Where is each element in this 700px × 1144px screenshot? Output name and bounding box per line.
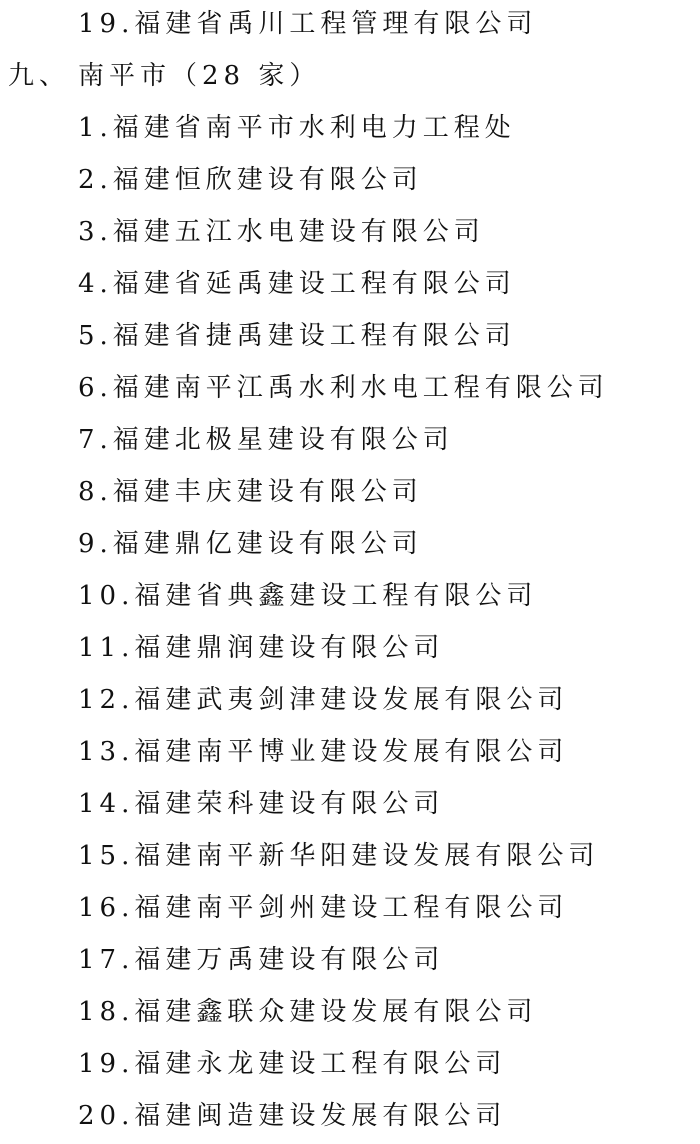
list-item-5: 5.福建省捷禹建设工程有限公司 xyxy=(78,321,516,351)
list-item-6: 6.福建南平江禹水利水电工程有限公司 xyxy=(78,373,609,403)
list-item-12: 12.福建武夷剑津建设发展有限公司 xyxy=(78,685,569,715)
section-number: 九、 xyxy=(8,61,71,91)
list-item-3: 3.福建五江水电建设有限公司 xyxy=(78,217,485,247)
list-item-14: 14.福建荣科建设有限公司 xyxy=(78,789,445,819)
list-item-9: 9.福建鼎亿建设有限公司 xyxy=(78,529,423,559)
list-item-11: 11.福建鼎润建设有限公司 xyxy=(78,633,445,663)
list-item-8: 8.福建丰庆建设有限公司 xyxy=(78,477,423,507)
list-item-2: 2.福建恒欣建设有限公司 xyxy=(78,165,423,195)
list-item-10: 10.福建省典鑫建设工程有限公司 xyxy=(78,581,538,611)
section-heading xyxy=(8,56,320,96)
list-item-15: 15.福建南平新华阳建设发展有限公司 xyxy=(78,841,600,871)
list-item-16: 16.福建南平剑州建设工程有限公司 xyxy=(78,893,569,923)
list-item-18: 18.福建鑫联众建设发展有限公司 xyxy=(78,997,538,1027)
list-item-19: 19.福建永龙建设工程有限公司 xyxy=(78,1049,507,1079)
section-title: 南平市（28 家） xyxy=(78,61,321,91)
list-item-4: 4.福建省延禹建设工程有限公司 xyxy=(78,269,516,299)
list-item-17: 17.福建万禹建设有限公司 xyxy=(78,945,445,975)
list-item-20: 20.福建闽造建设发展有限公司 xyxy=(78,1101,507,1131)
list-item-1: 1.福建省南平市水利电力工程处 xyxy=(78,113,516,143)
list-item-prev-19: 19.福建省禹川工程管理有限公司 xyxy=(78,9,538,39)
list-item-13: 13.福建南平博业建设发展有限公司 xyxy=(78,737,569,767)
list-item-7: 7.福建北极星建设有限公司 xyxy=(78,425,454,455)
